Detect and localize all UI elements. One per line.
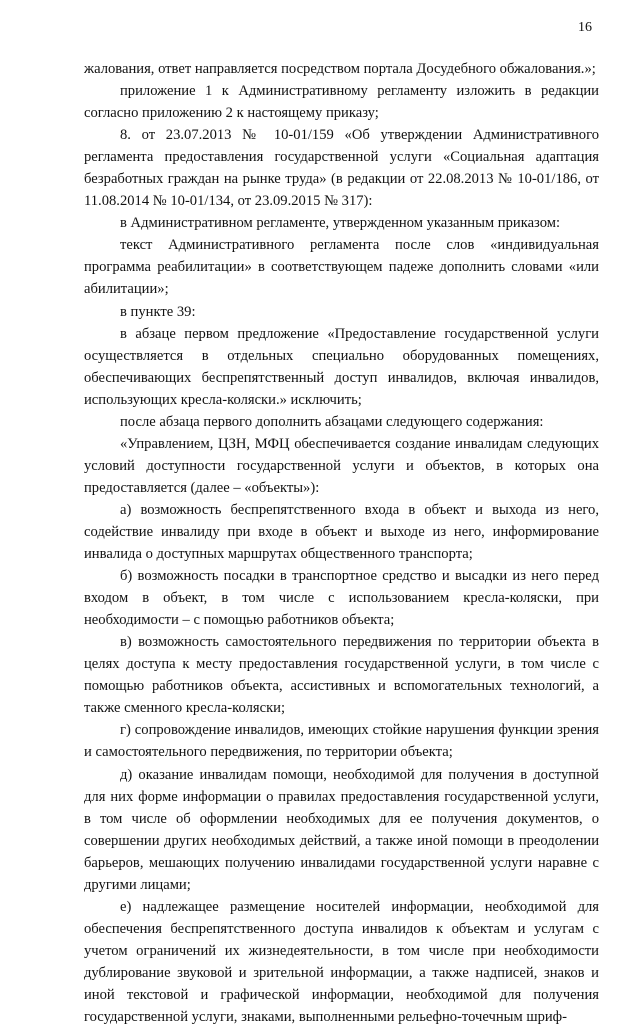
page-number: 16 (578, 20, 592, 35)
paragraph: в) возможность самостоятельного передвижения по территории объекта в целях доступа к месту предоставления государственной услуги, в том числе с помощью работников объекта, ассистивных и вспомогательных технологий, а также сменного кресла-коляски; (84, 634, 599, 717)
paragraph: а) возможность беспрепятственного входа в объект и выхода из него, содействие инвалиду при входе в объект и выходе из него, информирование инвалида о доступных маршрутах общественного транспорта; (84, 501, 599, 563)
paragraph: в абзаце первом предложение «Предоставление государственной услуги осуществляется в отдельных специально оборудованных помещениях, обеспечивающих беспрепятственный доступ инвалидов, включая инвалидов, использующих кресла-коляски.» исключить; (84, 325, 599, 408)
paragraph: жалования, ответ направляется посредством портала Досудебного обжалования.»; (84, 61, 596, 77)
document-body (84, 58, 599, 1028)
paragraph: «Управлением, ЦЗН, МФЦ обеспечивается создание инвалидам следующих условий доступности государственной услуги и объектов, в которых она предоставляется (далее – «объекты»): (84, 435, 599, 496)
paragraph: в пункте 39: (120, 303, 196, 320)
paragraph: в Административном регламенте, утвержденном указанным приказом: (120, 215, 561, 232)
paragraph: после абзаца первого дополнить абзацами следующего содержания: (120, 413, 544, 430)
paragraph: приложение 1 к Административному регламенту изложить в редакции согласно приложению 2 к настоящему приказу; (84, 83, 599, 122)
paragraph: г) сопровождение инвалидов, имеющих стойкие нарушения функции зрения и самостоятельного передвижения, по территории объекта; (84, 722, 599, 761)
paragraph: е) надлежащее размещение носителей информации, необходимой для обеспечения беспрепятственного доступа инвалидов к объектам и услугам с учетом ограничений их жизнедеятельности, в том числе при необходимости дублирование звуковой и зрительной информации, а также надписей, знаков и иной текстовой и графической информации, необходимой для получения государственной услуги, знаками, выполненными рельефно-точечным шриф- (84, 898, 599, 1026)
paragraph: текст Административного регламента после слов «индивидуальная программа реабилитации» в соответствующем падеже дополнить словами «или абилитации»; (84, 237, 599, 298)
paragraph: б) возможность посадки в транспортное средство и высадки из него перед входом в объект, в том числе с использованием кресла-коляски, при необходимости – с помощью работников объекта; (84, 568, 599, 629)
paragraph: д) оказание инвалидам помощи, необходимой для получения в доступной для них форме информации о правилах предоставления государственной услуги, в том числе об оформлении необходимых для ее получения документов, о совершении других необходимых действий, а также иной помощи в преодолении барьеров, мешающих получению инвалидами государственной услуги наравне с другими лицами; (84, 766, 599, 893)
paragraph: 8. от 23.07.2013 № 10-01/159 «Об утверждении Административного регламента предоставления государственной услуги «Социальная адаптация безработных граждан на рынке труда» (в редакции от 22.08.2013 № 10-01/186, от 11.08.2014 № 10-01/134, от 23.09.2015 № 317): (84, 127, 599, 210)
